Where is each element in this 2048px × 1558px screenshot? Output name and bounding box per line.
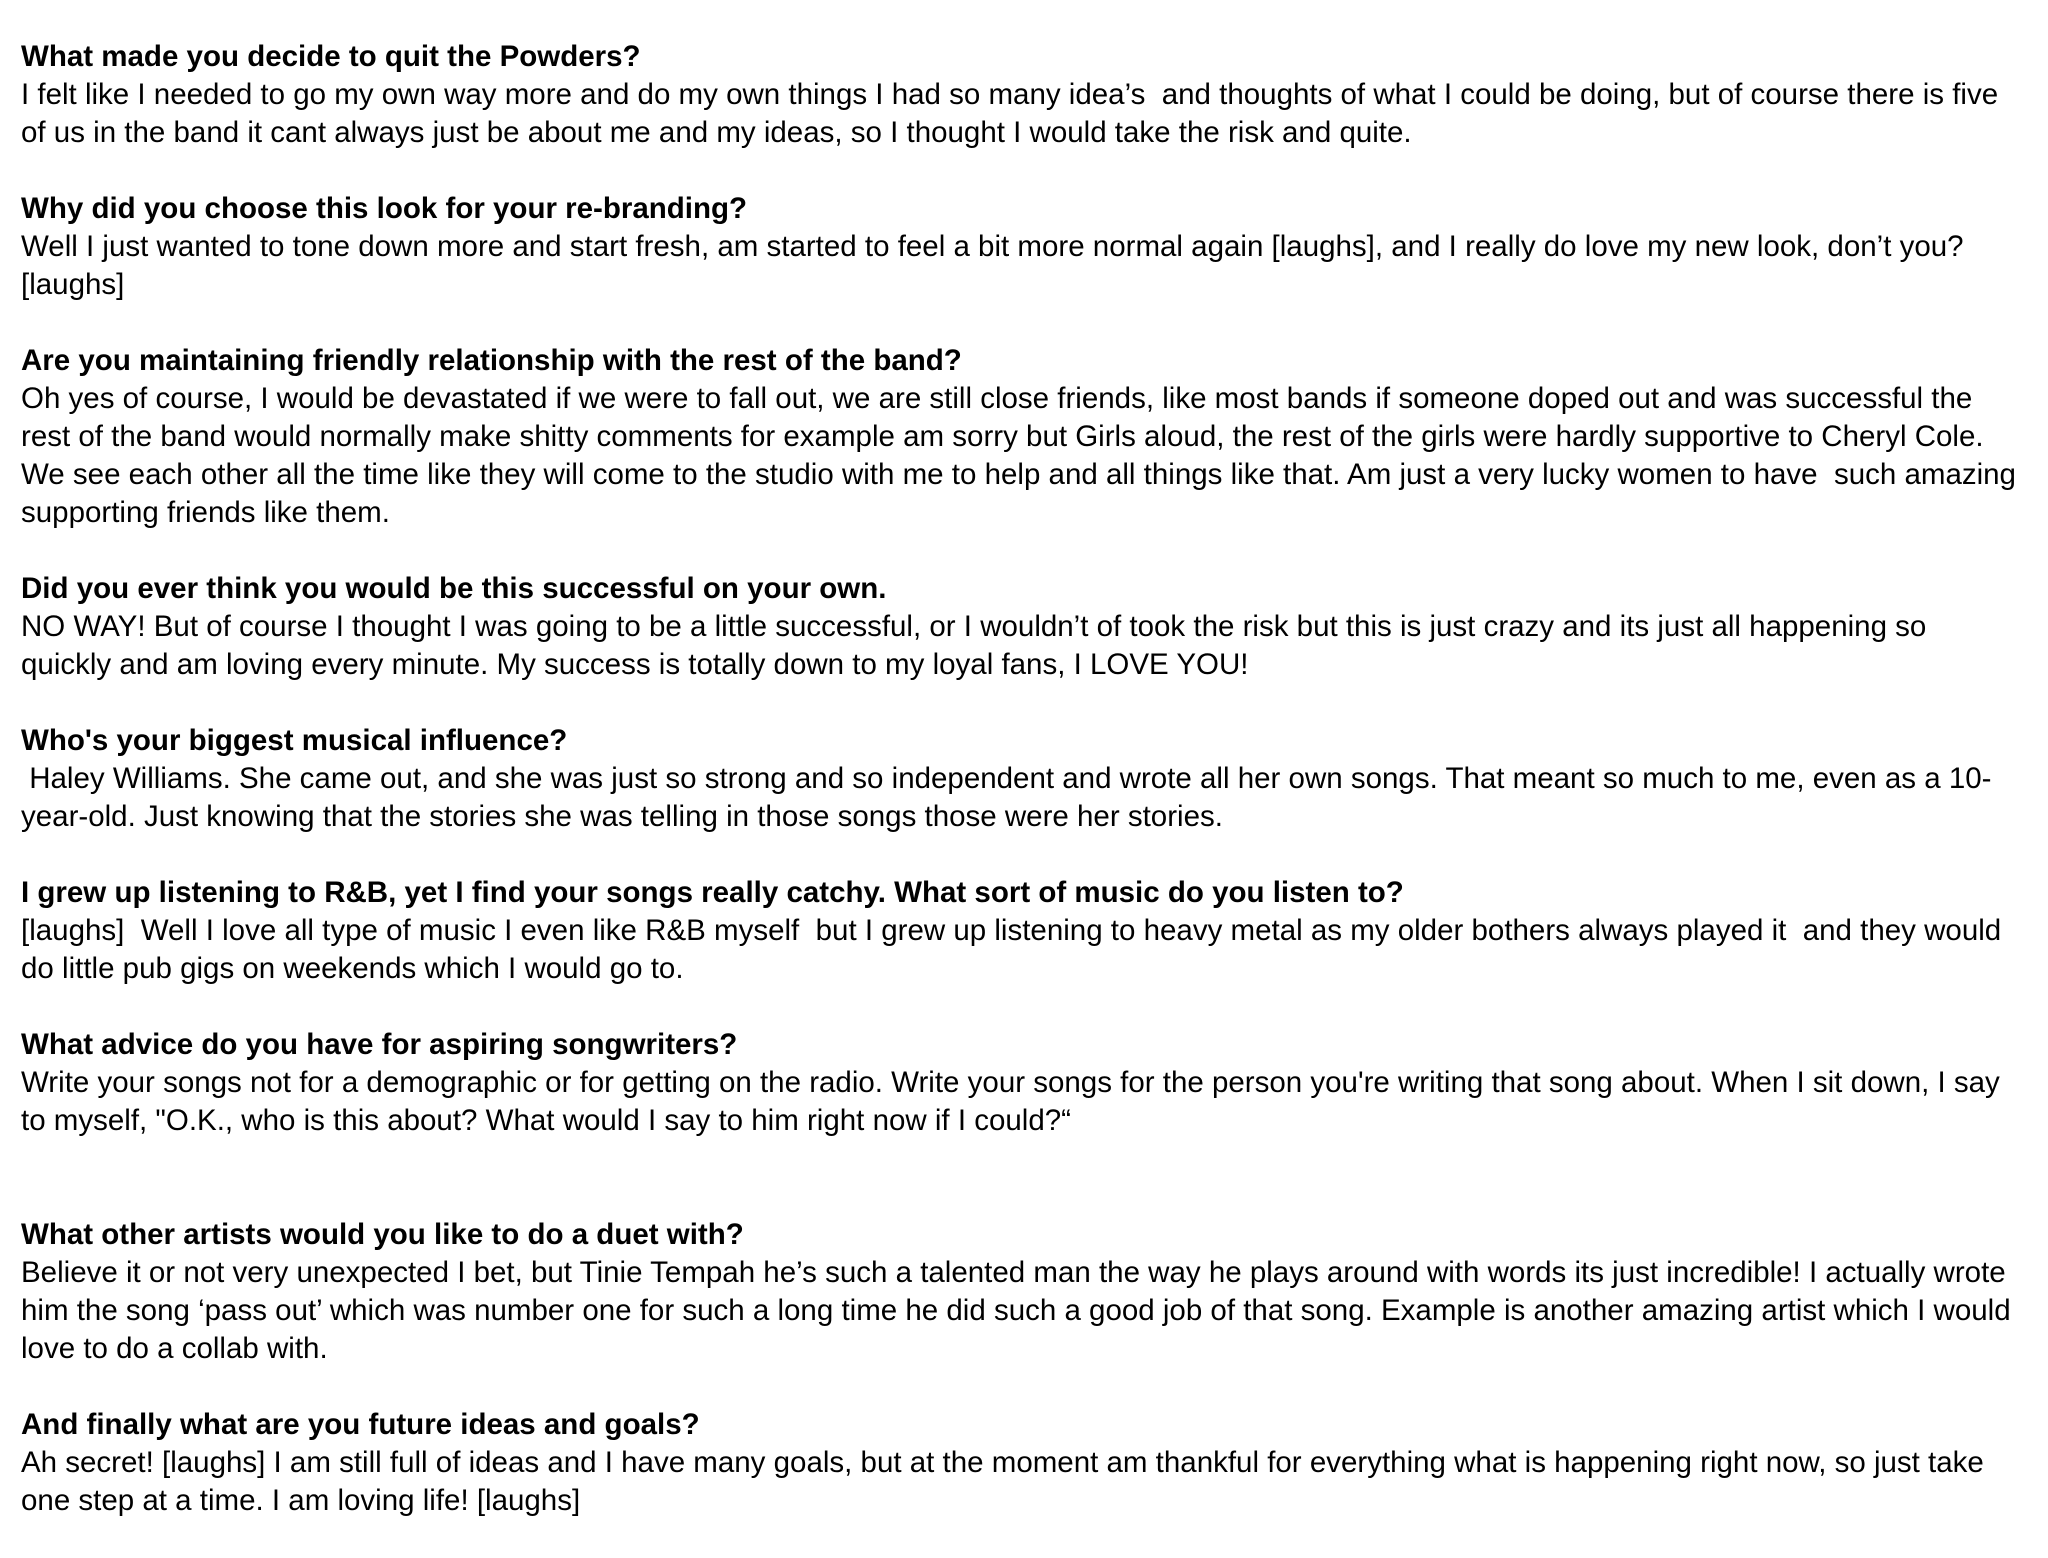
answer-text: Haley Williams. She came out, and she was just so strong and so independent and wrote all her own songs. That meant so much to me, even as a 10-year-old. Just knowing that the stories she was telling in those songs those were her stories. xyxy=(21,762,1992,833)
answer-text: I felt like I needed to go my own way more and do my own things I had so many idea’s and thoughts of what I could be doing, but of course there is five of us in the band it cant always just be about me and my ideas, so I thought I would take the risk and quite. xyxy=(21,78,2007,149)
question-text: What advice do you have for aspiring songwriters? xyxy=(21,1028,738,1061)
qa-block xyxy=(21,1026,2021,1140)
qa-block xyxy=(21,874,2021,988)
question-text: I grew up listening to R&B, yet I find your songs really catchy. What sort of music do you listen to? xyxy=(21,876,1404,909)
question-text: Did you ever think you would be this successful on your own. xyxy=(21,572,887,605)
qa-block xyxy=(21,1406,2021,1520)
qa-block xyxy=(21,190,2021,304)
answer-text: Ah secret! [laughs] I am still full of ideas and I have many goals, but at the moment am thankful for everything what is happening right now, so just take one step at a time. I am loving life! [laughs] xyxy=(21,1446,1993,1517)
answer-text: Write your songs not for a demographic or for getting on the radio. Write your songs for the person you're writing that song about. When I sit down, I say to myself, "O.K., who is this about? What would I say to him right now if I could?“ xyxy=(21,1066,2008,1137)
question-text: And finally what are you future ideas and goals? xyxy=(21,1408,700,1441)
question-text: Are you maintaining friendly relationship with the rest of the band? xyxy=(21,344,962,377)
question-text: Why did you choose this look for your re-branding? xyxy=(21,192,748,225)
answer-text: NO WAY! But of course I thought I was going to be a little successful, or I wouldn’t of took the risk but this is just crazy and its just all happening so quickly and am loving every minute. My success is totally down to my loyal fans, I LOVE YOU! xyxy=(21,610,1935,681)
interview-document xyxy=(21,38,2025,1558)
question-text: Who's your biggest musical influence? xyxy=(21,724,568,757)
qa-block xyxy=(21,722,2021,836)
answer-text: Well I just wanted to tone down more and start fresh, am started to feel a bit more normal again [laughs], and I really do love my new look, don’t you? [laughs] xyxy=(21,230,1972,301)
qa-block xyxy=(21,342,2025,532)
qa-block xyxy=(21,1216,2021,1368)
answer-text: Believe it or not very unexpected I bet, but Tinie Tempah he’s such a talented man the way he plays around with words its just incredible! I actually wrote him the song ‘pass out’ which was number one for such a long time he did such a good job of that song. Example is another amazing artist which I would love to do a collab with. xyxy=(21,1256,2019,1365)
answer-text: Oh yes of course, I would be devastated if we were to fall out, we are still close friends, like most bands if someone doped out and was successful the rest of the band would normally make shitty comments for example am sorry but Girls aloud, the rest of the girls were hardly supportive to Cheryl Cole. We see each other all the time like they will come to the studio with me to help and all things like that. Am just a very lucky women to have such amazing supporting friends like them. xyxy=(21,382,2025,529)
question-text: What made you decide to quit the Powders? xyxy=(21,40,641,73)
question-text: What other artists would you like to do a duet with? xyxy=(21,1218,744,1251)
answer-text: [laughs] Well I love all type of music I even like R&B myself but I grew up listening to heavy metal as my older bothers always played it and they would do little pub gigs on weekends which I would go to. xyxy=(21,914,2010,985)
qa-block xyxy=(21,38,2021,152)
qa-block xyxy=(21,570,2021,684)
